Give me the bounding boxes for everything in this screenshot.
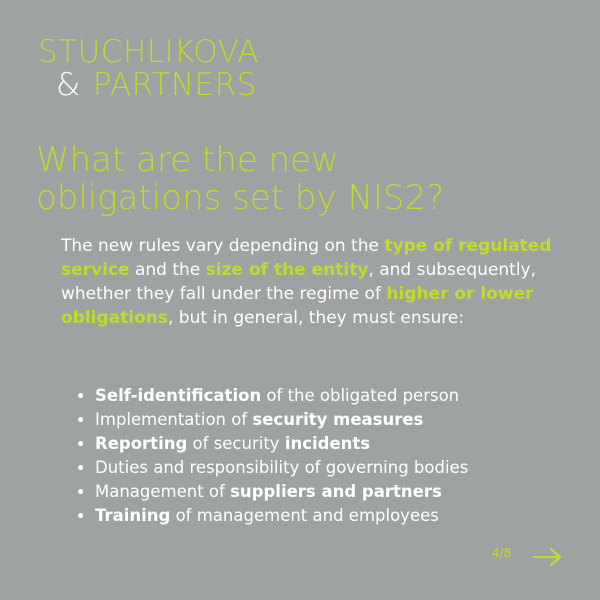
list-item-bold: Reporting xyxy=(95,434,188,453)
logo-line-2 xyxy=(38,69,259,102)
list-item-bold: security measures xyxy=(252,410,424,429)
intro-text-1: The new rules vary depending on the xyxy=(61,236,385,256)
page-indicator: 4/8 xyxy=(492,546,512,560)
list-item xyxy=(95,408,585,432)
highlight-obligation-level: higher or lower obligations xyxy=(61,284,534,328)
list-item xyxy=(95,432,585,456)
list-item-bold: Self-identification xyxy=(95,386,262,405)
intro-text-4: , but in general, they must ensure: xyxy=(168,308,465,328)
arrow-right-icon[interactable] xyxy=(533,547,563,567)
list-item-text: of management and employees xyxy=(170,506,439,525)
list-item-text: Duties and responsibility of governing bodies xyxy=(95,458,469,477)
intro-text-2: and the xyxy=(129,260,206,280)
list-item-text: of the obligated person xyxy=(261,386,460,405)
list-item xyxy=(95,504,585,528)
headline xyxy=(36,141,576,217)
list-item-text: Implementation of xyxy=(95,410,253,429)
brand-logo xyxy=(38,36,259,102)
intro-paragraph xyxy=(61,234,561,330)
obligations-list xyxy=(78,384,585,528)
list-item xyxy=(95,384,585,408)
logo-line-1: STUCHLIKOVA xyxy=(38,34,260,70)
list-item-bold: Training xyxy=(95,506,171,525)
list-item xyxy=(95,480,585,504)
list-item xyxy=(95,456,585,480)
logo-ampersand: & xyxy=(56,67,81,103)
headline-line-2: obligations set by NIS2? xyxy=(36,178,445,218)
list-item-bold: incidents xyxy=(284,434,371,453)
list-item-text: of security xyxy=(187,434,285,453)
logo-partners: PARTNERS xyxy=(92,67,257,103)
intro-text-3: , and subsequently, whether they fall under the regime of xyxy=(61,260,537,304)
list-item-text: Management of xyxy=(95,482,231,501)
highlight-entity-size: size of the entity xyxy=(205,260,369,280)
highlight-service-type: type of regulated service xyxy=(61,236,552,280)
headline-line-1: What are the new xyxy=(36,140,339,180)
list-item-bold: suppliers and partners xyxy=(230,482,442,501)
